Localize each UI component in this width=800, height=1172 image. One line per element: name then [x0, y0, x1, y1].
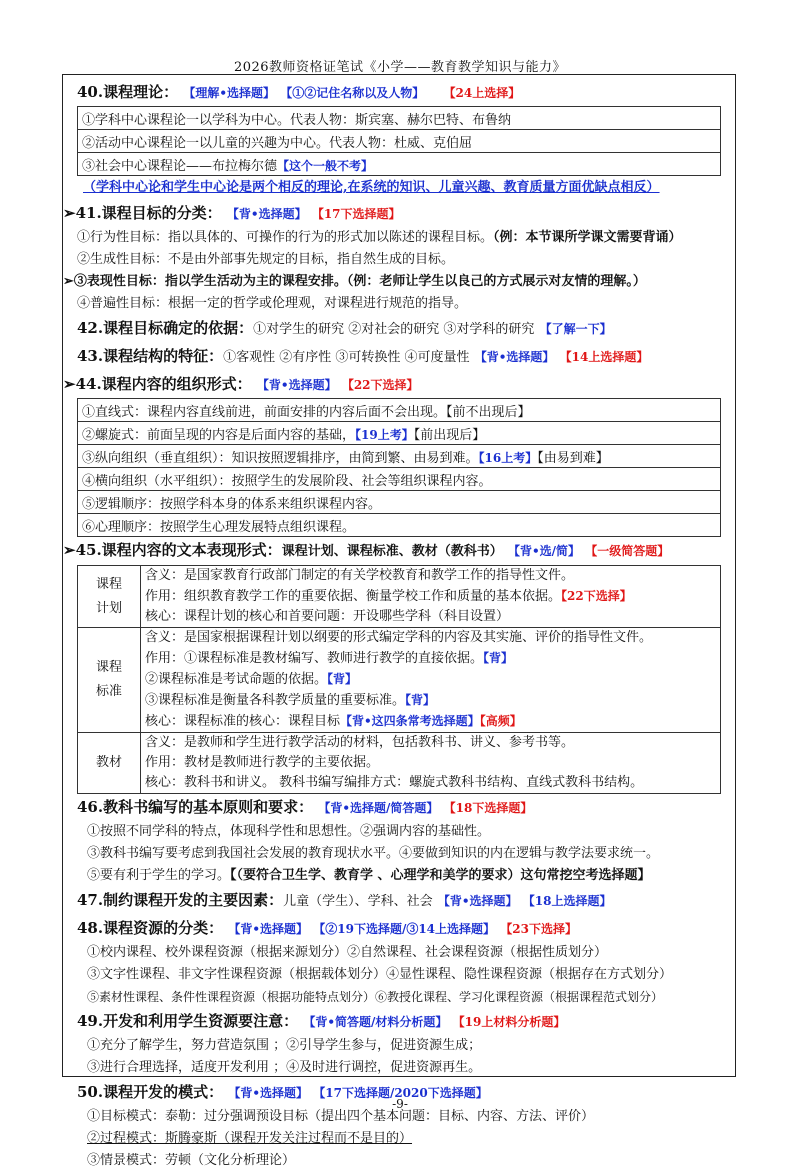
section-50-line-3: ③情景模式：劳顿（文化分析理论）: [87, 1153, 296, 1168]
section-41-line-1: [77, 227, 721, 249]
jihua-line-2-tag: 【22下选择】: [561, 589, 632, 603]
biaozhun-line-2-tag: 【背】: [483, 651, 514, 665]
section-45-title: 45.课程内容的文本表现形式：: [75, 541, 282, 559]
section-41-line-4: ④普遍性目标：根据一定的哲学或伦理观，对课程进行规范的指导。: [77, 296, 468, 311]
section-45-heading: [63, 537, 721, 565]
section-46-line-1: ①按照不同学科的特点，体现科学性和思想性。②强调内容的基础性。: [87, 824, 491, 839]
section-44-item-2-text: ②螺旋式：前面呈现的内容是后面内容的基础，: [82, 427, 356, 443]
section-44-title: 44.课程内容的组织形式：: [75, 375, 252, 393]
biaozhun-line-5: [145, 711, 716, 732]
section-50-title: 50.课程开发的模式：: [77, 1083, 224, 1101]
biaozhun-label-1: 课程: [95, 660, 122, 675]
arrow-bullet: ➢: [63, 375, 76, 393]
section-40-tag-1: 【理解•选择题】: [183, 86, 276, 100]
arrow-bullet: ➢: [63, 274, 74, 289]
section-48-tag-3: 【23下选择】: [500, 922, 577, 936]
biaozhun-label-2: 标准: [95, 684, 122, 699]
section-44-item-3: [78, 445, 721, 468]
section-47-tag-1: 【背•选择题】: [437, 894, 518, 908]
section-43-title: 43.课程结构的特征：: [77, 347, 224, 365]
page-header: 2026教师资格证笔试《小学——教育教学知识与能力》: [233, 60, 567, 75]
arrow-bullet: ➢: [63, 541, 76, 559]
section-43-text: ①客观性 ②有序性 ③可转换性 ④可度量性: [223, 350, 470, 365]
section-48-title: 48.课程资源的分类：: [77, 919, 224, 937]
biaozhun-line-2: [145, 648, 716, 669]
section-43-heading: [77, 343, 721, 371]
section-44-item-3-tail: 【由易到难】: [537, 450, 609, 466]
biaozhun-line-5-tag-2: 【高频】: [479, 714, 522, 728]
section-49-tag-1: 【背•简答题/材料分析题】: [303, 1015, 448, 1029]
section-43-tag-2: 【14上选择题】: [559, 350, 649, 364]
section-50-tag-2: 【17下选择题/2020下选择题】: [313, 1086, 488, 1100]
section-50-line-1: ①目标模式：泰勒：过分强调预设目标（提出四个基本问题：目标、内容、方法、评价）: [87, 1109, 595, 1124]
jihua-label-2: 计划: [95, 600, 122, 616]
section-41-line-1-text: ①行为性目标：指以具体的、可操作的行为的形式加以陈述的课程目标。: [77, 230, 494, 245]
section-42-heading: [77, 315, 721, 343]
section-44-item-5: ⑤逻辑顺序：按照学科本身的体系来组织课程内容。: [78, 491, 721, 514]
section-50-line-2: ②过程模式：斯腾豪斯（课程开发关注过程而不是目的）: [87, 1131, 413, 1146]
section-42-text: ①对学生的研究 ②对社会的研究 ③对学科的研究: [253, 322, 535, 337]
section-44-item-4: ④横向组织（水平组织）：按照学生的发展阶段、社会等组织课程内容。: [78, 468, 721, 491]
section-43-tag-1: 【背•选择题】: [474, 350, 555, 364]
section-40-item-3: [78, 153, 721, 176]
biaozhun-content: [141, 628, 721, 733]
jiaocai-label: 教材: [78, 733, 141, 794]
jihua-content: [141, 566, 721, 628]
jihua-label: [78, 566, 141, 628]
section-48-tag-2: 【②19下选择题/③14上选择题】: [313, 922, 496, 936]
section-40-item-3-text: ③社会中心课程论——布拉梅尔德: [82, 158, 278, 174]
biaozhun-line-4: [145, 690, 716, 711]
section-44-box: [77, 398, 721, 537]
section-46-title: 46.教科书编写的基本原则和要求：: [77, 798, 314, 816]
section-48-line-2: ③文字性课程、非文字性课程资源（根据载体划分）④显性课程、隐性课程资源（根据存在方式划分）: [87, 967, 673, 982]
section-44-tag-1: 【背•选择题】: [256, 378, 337, 392]
jiaocai-content: [141, 733, 721, 794]
section-41-line-3-text: ③表现性目标：指以学生活动为主的课程安排。（例：老师让学生以良己的方式展示对友情的理解。）: [73, 274, 646, 289]
section-48-tag-1: 【背•选择题】: [228, 922, 309, 936]
section-44-item-2-tail: 【前出现后】: [413, 427, 486, 443]
section-44-item-6: ⑥心理顺序：按照学生心理发展特点组织课程。: [78, 514, 721, 537]
section-40-tag-3: 【24上选择】: [443, 86, 521, 100]
jihua-line-1: 含义：是国家教育行政部门制定的有关学校教育和教学工作的指导性文件。: [145, 568, 575, 583]
jiaocai-line-3: 核心：教科书和讲义。 教科书编写编排方式：螺旋式教科书结构、直线式教科书结构。: [145, 775, 644, 790]
biaozhun-line-1: 含义：是国家根据课程计划以纲要的形式编定学科的内容及其实施、评价的指导性文件。: [145, 630, 653, 645]
section-48-heading: [77, 915, 721, 942]
section-46-heading: [77, 794, 721, 821]
section-47-heading: [77, 887, 721, 915]
section-44-item-1: ①直线式：课程内容直线前进，前面安排的内容后面不会出现。【前不出现后】: [78, 399, 721, 422]
jiaocai-line-2: 作用：教材是教师进行教学的主要依据。: [145, 755, 380, 770]
biaozhun-line-4-text: ③课程标准是衡量各科教学质量的重要标准。: [145, 693, 406, 708]
section-49-tag-2: 【19上材料分析题】: [452, 1015, 566, 1029]
section-45-table: [77, 565, 721, 794]
section-41-tag-1: 【背•选择题】: [226, 207, 307, 221]
jihua-line-3: 核心：课程计划的核心和首要问题：开设哪些学科（科目设置）: [145, 609, 510, 624]
section-41-line-3: [63, 271, 721, 293]
jihua-line-2: [145, 586, 716, 607]
section-49-heading: [77, 1008, 721, 1035]
jiaocai-line-1: 含义：是教师和学生进行教学活动的材料，包括教科书、讲义、参考书等。: [145, 735, 575, 750]
section-42-tag: 【了解一下】: [539, 322, 612, 336]
section-41-line-2: ②生成性目标：不是由外部事先规定的目标，指自然生成的目标。: [77, 252, 455, 267]
section-42-title: 42.课程目标确定的依据：: [77, 319, 254, 337]
section-44-item-3-tag: 【16上考】: [478, 450, 538, 465]
section-41-line-1-bold: （例：本节课所学课文需要背诵）: [493, 230, 682, 245]
biaozhun-line-3-tag: 【背】: [327, 672, 358, 686]
section-40-tag-2: 【①②记住名称以及人物】: [280, 86, 425, 100]
section-40-note: （学科中心论和学生中心论是两个相反的理论,在系统的知识、儿童兴趣、教育质量方面优缺点相反）: [83, 180, 660, 195]
page-number: -9-: [392, 1097, 408, 1111]
section-41-tag-2: 【17下选择题】: [311, 207, 401, 221]
section-49-title: 49.开发和利用学生资源要注意：: [77, 1012, 299, 1030]
section-41-heading: [63, 200, 721, 227]
section-47-title: 47.制约课程开发的主要因素：: [77, 891, 284, 909]
section-40-heading: [77, 79, 721, 106]
section-44-item-2: [78, 422, 721, 445]
biaozhun-line-3-text: ②课程标准是考试命题的依据。: [145, 672, 328, 687]
section-46-line-2: ③教科书编写要考虑到我国社会发展的教育现状水平。④要做到知识的内在逻辑与教学法要求统一。: [87, 846, 660, 861]
biaozhun-line-5-text: 核心：课程标准的核心：课程目标: [145, 714, 341, 729]
arrow-bullet: ➢: [63, 204, 76, 222]
section-47-text: 儿童（学生）、学科、社会: [283, 894, 433, 909]
section-46-line-3-text: ⑤要有利于学生的学习。: [87, 868, 231, 883]
section-45-sub: 课程计划、课程标准、教材（教科书）: [281, 544, 503, 559]
section-50-tag-1: 【背•选择题】: [228, 1086, 309, 1100]
section-49-line-2: ③进行合理选择，适度开发利用 ；④及时进行调控，促进资源再生。: [87, 1060, 482, 1075]
biaozhun-line-2-text: 作用：①课程标准是教材编写、教师进行教学的直接依据。: [145, 651, 484, 666]
section-44-item-3-text: ③纵向组织（垂直组织）：知识按照逻辑排序，由简到繁、由易到难。: [82, 450, 479, 466]
section-41-title: 41.课程目标的分类：: [75, 204, 222, 222]
content-frame: [62, 74, 736, 1168]
biaozhun-line-4-tag: 【背】: [405, 693, 436, 707]
jihua-line-2-text: 作用：组织教育教学工作的重要依据、衡量学校工作和质量的基本依据。: [145, 589, 562, 604]
section-40-title: 40.课程理论：: [77, 83, 179, 101]
section-45-tag-1: 【背•选/简】: [507, 544, 580, 558]
section-49-line-1: ①充分了解学生，努力营造氛围 ；②引导学生参与，促进资源生成；: [87, 1038, 482, 1053]
section-44-tag-2: 【22下选择】: [341, 378, 419, 392]
section-44-item-2-tag: 【19上考】: [355, 427, 414, 442]
section-45-tag-2: 【一级简答题】: [585, 544, 670, 558]
biaozhun-line-3: [145, 669, 716, 690]
section-44-heading: [63, 371, 721, 398]
jihua-label-1: 课程: [95, 576, 122, 592]
section-46-tag-1: 【背•选择题/简答题】: [318, 801, 439, 815]
section-46-line-3: [77, 865, 721, 887]
section-46-line-3-bold: 【（要符合卫生学、教育学 、心理学和美学的要求）这句常挖空考选择题】: [230, 868, 651, 883]
section-48-line-1: ①校内课程、校外课程资源（根据来源划分）②自然课程、社会课程资源（根据性质划分）: [87, 945, 608, 960]
section-46-tag-2: 【18下选择题】: [443, 801, 533, 815]
section-40-item-2: ②活动中心课程论一以儿童的兴趣为中心。代表人物：杜威、克伯屈: [78, 130, 721, 153]
biaozhun-label: [78, 628, 141, 733]
biaozhun-line-5-tag-1: 【背•这四条常考选择题】: [340, 714, 480, 728]
section-40-item-1: ①学科中心课程论一以学科为中心。代表人物：斯宾塞、赫尔巴特、布鲁纳: [78, 107, 721, 130]
section-48-line-3: ⑤素材性课程、条件性课程资源（根据功能特点划分）⑥教授化课程、学习化课程资源（根据课程范式划分）: [87, 990, 664, 1004]
section-47-tag-2: 【18上选择题】: [522, 894, 612, 908]
section-40-box: [77, 106, 721, 176]
section-40-item-3-tag: 【这个一般不考】: [277, 158, 374, 173]
